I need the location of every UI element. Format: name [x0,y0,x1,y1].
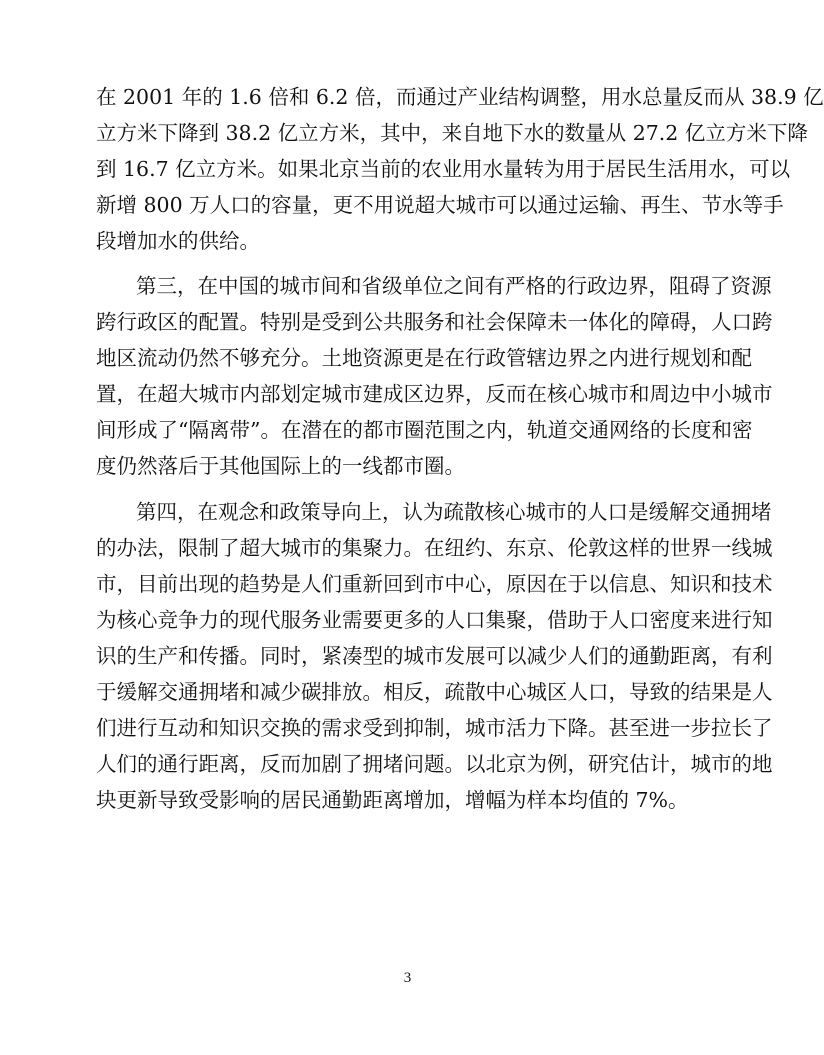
paragraph-1-line-3: 到 16.7 亿立方米。如果北京当前的农业用水量转为用于居民生活用水，可以 [96,157,791,181]
paragraph-3-line-5: 识的生产和传播。同时，紧凑型的城市发展可以减少人们的通勤距离，有利 [96,644,773,668]
paragraph-3-line-1: 第四，在观念和政策导向上，认为疏散核心城市的人口是缓解交通拥堵 [136,500,772,524]
paragraph-3-line-4: 为核心竞争力的现代服务业需要更多的人口集聚，借助于人口密度来进行知 [96,608,773,632]
paragraph-3-line-6: 于缓解交通拥堵和减少碳排放。相反，疏散中心城区人口，导致的结果是人 [96,680,773,704]
paragraph-2-line-4: 置，在超大城市内部划定城市建成区边界，反而在核心城市和周边中小城市 [96,382,773,406]
paragraph-1-line-4: 新增 800 万人口的容量，更不用说超大城市可以通过运输、再生、节水等手 [96,193,784,217]
paragraph-3-line-7: 们进行互动和知识交换的需求受到抑制，城市活力下降。甚至进一步拉长了 [96,716,773,740]
paragraph-1-line-1: 在 2001 年的 1.6 倍和 6.2 倍，而通过产业结构调整，用水总量反而从 38.9 亿 [96,85,824,109]
paragraph-3-line-9: 块更新导致受影响的居民通勤距离增加，增幅为样本均值的 7%。 [96,788,689,812]
paragraph-3-line-2: 的办法，限制了超大城市的集聚力。在纽约、东京、伦敦这样的世界一线城 [96,536,773,560]
paragraph-2-line-6: 度仍然落后于其他国际上的一线都市圈。 [96,454,465,478]
paragraph-2-line-3: 地区流动仍然不够充分。土地资源更是在行政管辖边界之内进行规划和配 [96,346,752,370]
paragraph-2-line-2: 跨行政区的配置。特别是受到公共服务和社会保障未一体化的障碍，人口跨 [96,310,773,334]
paragraph-2-line-1: 第三，在中国的城市间和省级单位之间有严格的行政边界，阻碍了资源 [136,274,772,298]
paragraph-1-line-2: 立方米下降到 38.2 亿立方米，其中，来自地下水的数量从 27.2 亿立方米下降 [96,121,808,145]
paragraph-1-line-5: 段增加水的供给。 [96,229,260,253]
paragraph-3-line-3: 市，目前出现的趋势是人们重新回到市中心，原因在于以信息、知识和技术 [96,572,773,596]
page-number: 3 [403,970,412,986]
paragraph-2-line-5: 间形成了“隔离带”。在潜在的都市圈范围之内，轨道交通网络的长度和密 [96,418,753,442]
paragraph-3-line-8: 人们的通行距离，反而加剧了拥堵问题。以北京为例，研究估计，城市的地 [96,752,773,776]
